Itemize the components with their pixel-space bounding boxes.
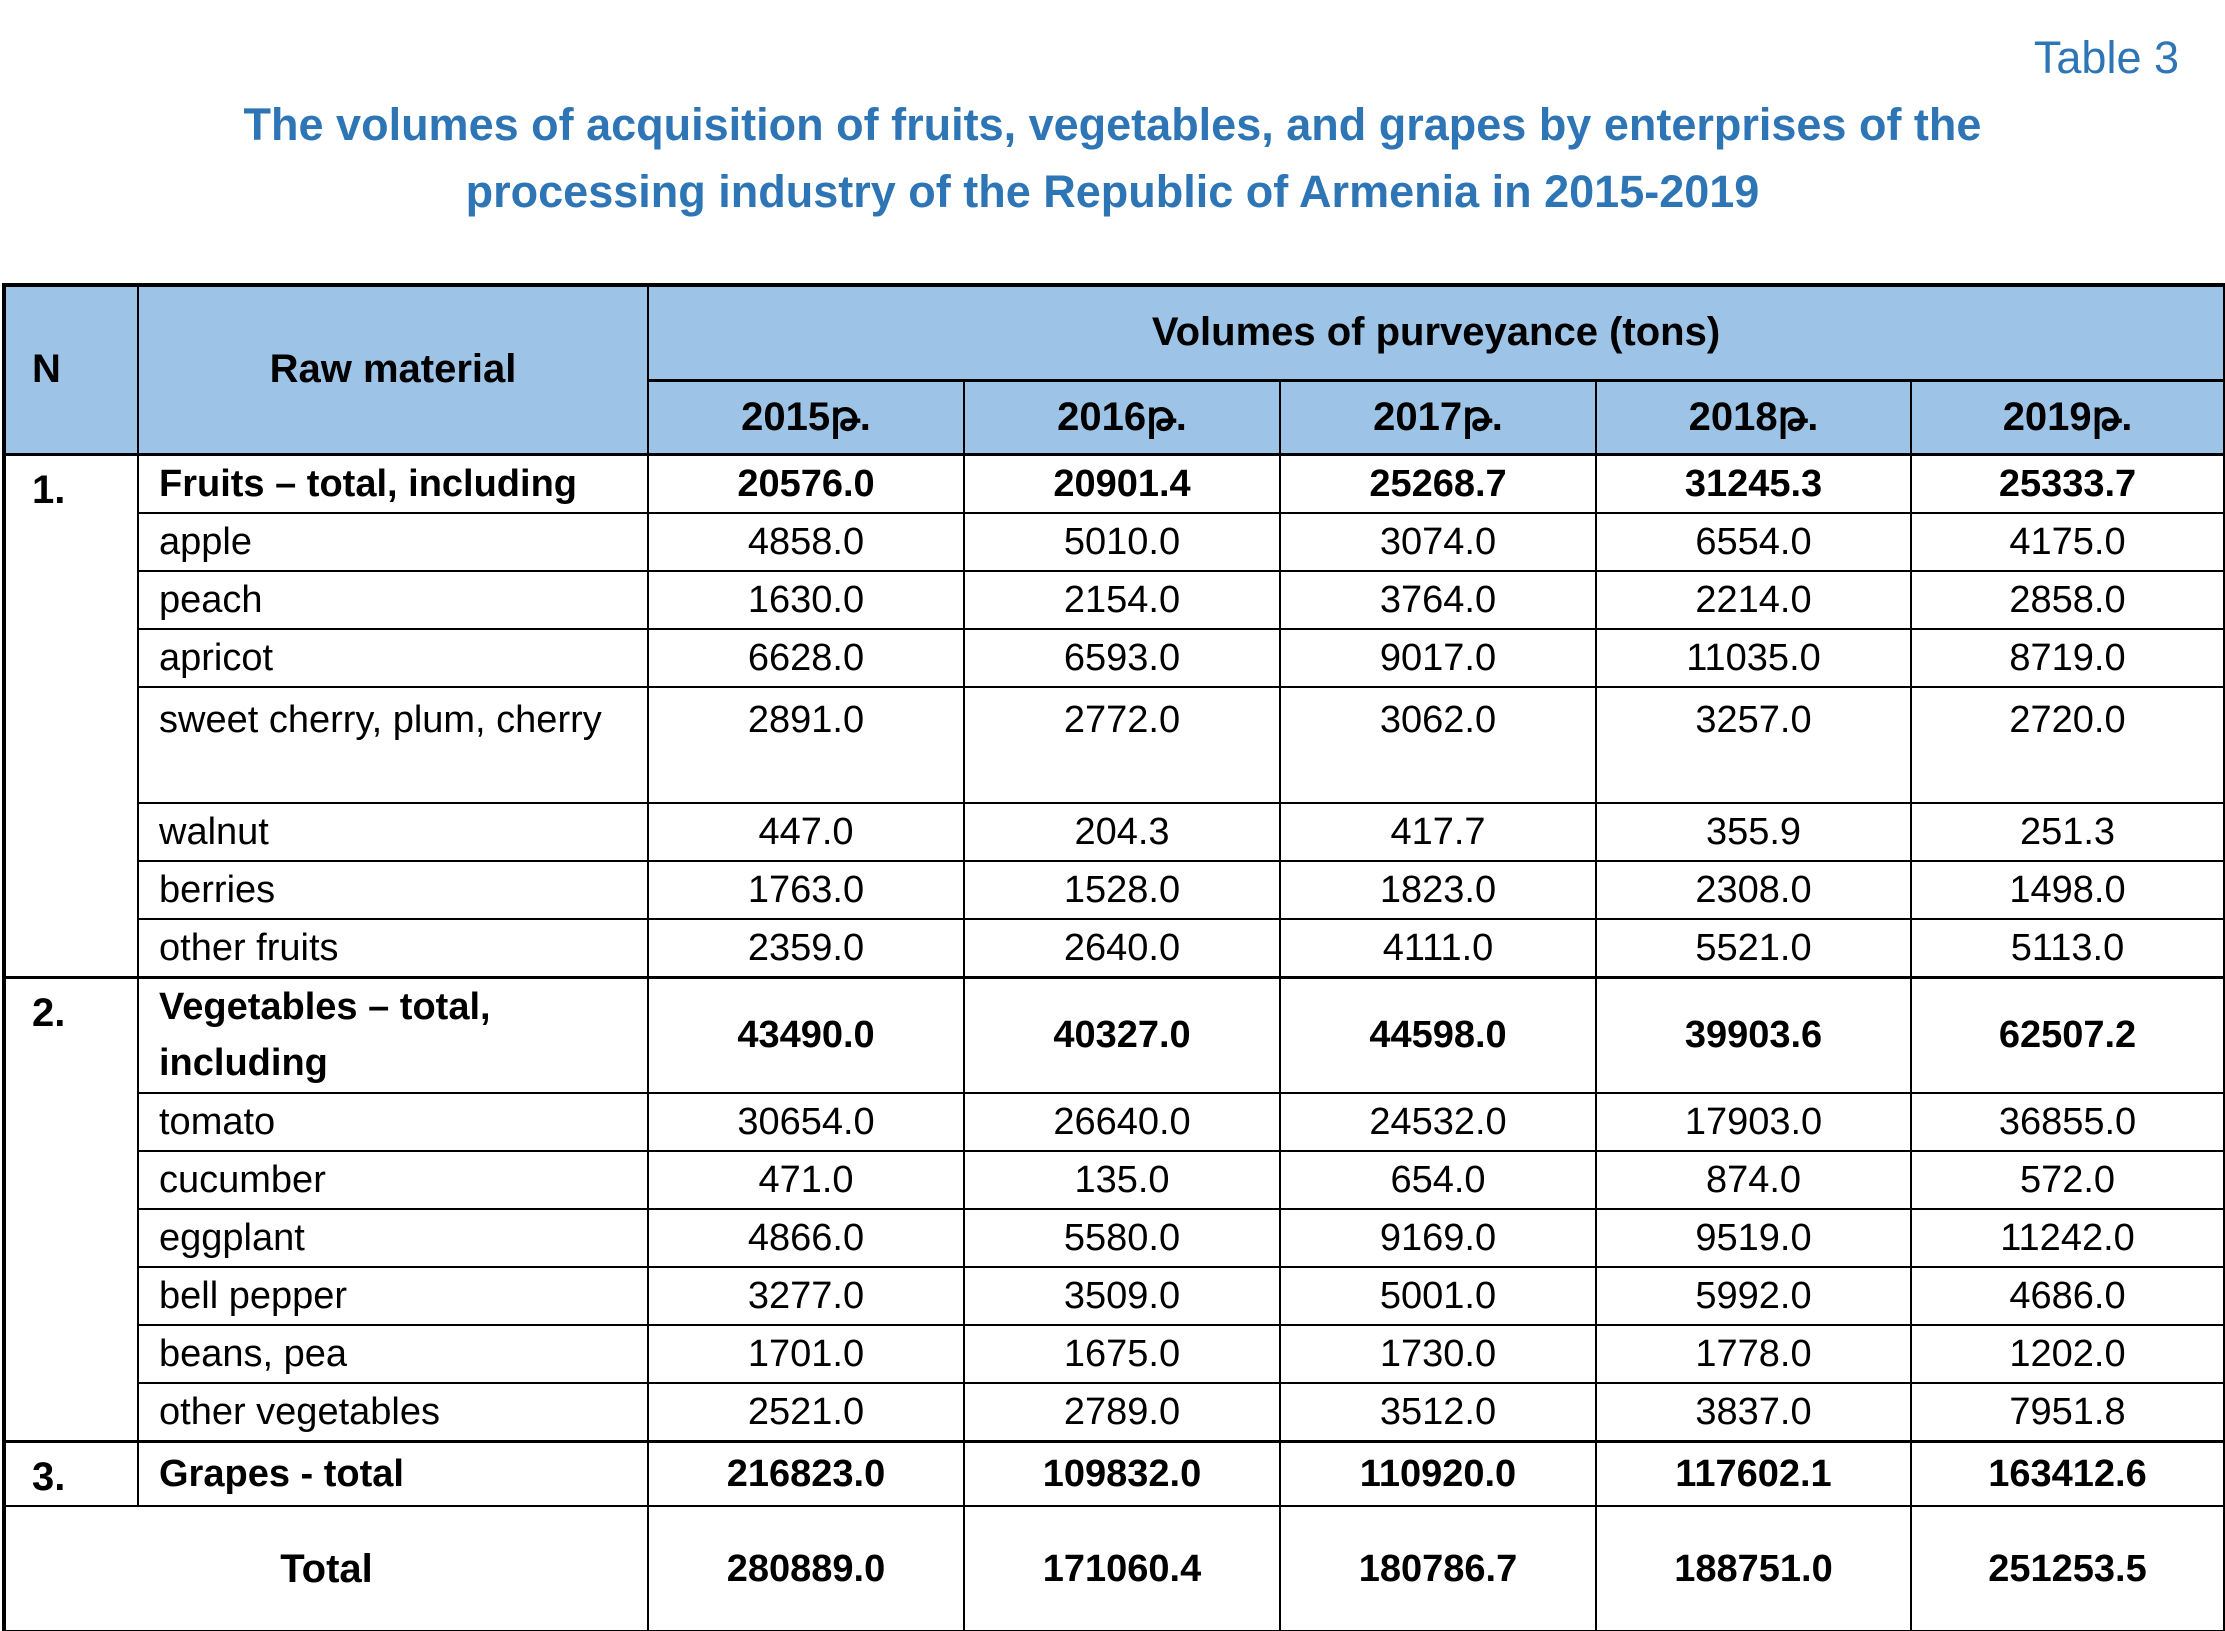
value-cell: 572.0 <box>1911 1151 2225 1209</box>
value-cell: 135.0 <box>964 1151 1280 1209</box>
value-cell: 9017.0 <box>1280 629 1596 687</box>
total-label-cell: Total <box>4 1506 648 1631</box>
header-volumes-group: Volumes of purveyance (tons) <box>648 285 2225 380</box>
purveyance-table <box>2 283 2225 1631</box>
value-cell: 5580.0 <box>964 1209 1280 1267</box>
value-cell: 2521.0 <box>648 1383 964 1442</box>
value-cell: 40327.0 <box>964 977 1280 1093</box>
value-cell: 3764.0 <box>1280 571 1596 629</box>
value-cell: 3837.0 <box>1596 1383 1911 1442</box>
value-cell: 1778.0 <box>1596 1325 1911 1383</box>
value-cell: 4866.0 <box>648 1209 964 1267</box>
row-label-cell: sweet cherry, plum, cherry <box>138 687 648 803</box>
value-cell: 5113.0 <box>1911 919 2225 978</box>
value-cell: 874.0 <box>1596 1151 1911 1209</box>
value-cell: 5001.0 <box>1280 1267 1596 1325</box>
value-cell: 11242.0 <box>1911 1209 2225 1267</box>
value-cell: 417.7 <box>1280 803 1596 861</box>
value-cell: 110920.0 <box>1280 1442 1596 1507</box>
value-cell: 3257.0 <box>1596 687 1911 803</box>
value-cell: 44598.0 <box>1280 977 1596 1093</box>
value-cell: 163412.6 <box>1911 1442 2225 1507</box>
value-cell: 2858.0 <box>1911 571 2225 629</box>
value-cell: 2891.0 <box>648 687 964 803</box>
value-cell: 2640.0 <box>964 919 1280 978</box>
table-row <box>4 571 2225 629</box>
table-row <box>4 1442 2225 1507</box>
value-cell: 280889.0 <box>648 1506 964 1631</box>
value-cell: 2772.0 <box>964 687 1280 803</box>
value-cell: 7951.8 <box>1911 1383 2225 1442</box>
row-label-cell: tomato <box>138 1093 648 1151</box>
value-cell: 188751.0 <box>1596 1506 1911 1631</box>
value-cell: 1202.0 <box>1911 1325 2225 1383</box>
value-cell: 3512.0 <box>1280 1383 1596 1442</box>
table-row <box>4 1267 2225 1325</box>
value-cell: 447.0 <box>648 803 964 861</box>
value-cell: 109832.0 <box>964 1442 1280 1507</box>
value-cell: 20901.4 <box>964 454 1280 513</box>
value-cell: 30654.0 <box>648 1093 964 1151</box>
value-cell: 3074.0 <box>1280 513 1596 571</box>
value-cell: 39903.6 <box>1596 977 1911 1093</box>
table-row <box>4 1383 2225 1442</box>
value-cell: 2214.0 <box>1596 571 1911 629</box>
row-label-cell: apple <box>138 513 648 571</box>
table-row <box>4 861 2225 919</box>
value-cell: 6628.0 <box>648 629 964 687</box>
value-cell: 24532.0 <box>1280 1093 1596 1151</box>
value-cell: 3509.0 <box>964 1267 1280 1325</box>
value-cell: 355.9 <box>1596 803 1911 861</box>
n-cell: 2. <box>4 977 138 1442</box>
header-year-2016: 2016թ. <box>964 380 1280 454</box>
value-cell: 9169.0 <box>1280 1209 1596 1267</box>
table-row <box>4 454 2225 513</box>
value-cell: 6554.0 <box>1596 513 1911 571</box>
value-cell: 117602.1 <box>1596 1442 1911 1507</box>
row-label-cell: other fruits <box>138 919 648 978</box>
row-label-cell: berries <box>138 861 648 919</box>
header-n: N <box>4 285 138 454</box>
value-cell: 4686.0 <box>1911 1267 2225 1325</box>
table-row <box>4 687 2225 803</box>
value-cell: 2789.0 <box>964 1383 1280 1442</box>
row-label-cell: other vegetables <box>138 1383 648 1442</box>
value-cell: 25268.7 <box>1280 454 1596 513</box>
value-cell: 26640.0 <box>964 1093 1280 1151</box>
value-cell: 43490.0 <box>648 977 964 1093</box>
value-cell: 2308.0 <box>1596 861 1911 919</box>
row-label-cell: cucumber <box>138 1151 648 1209</box>
doc-title-line1: The volumes of acquisition of fruits, vegetables, and grapes by enterprises of the <box>243 99 1982 150</box>
total-row <box>4 1506 2225 1631</box>
value-cell: 8719.0 <box>1911 629 2225 687</box>
value-cell: 62507.2 <box>1911 977 2225 1093</box>
value-cell: 31245.3 <box>1596 454 1911 513</box>
value-cell: 5010.0 <box>964 513 1280 571</box>
value-cell: 251253.5 <box>1911 1506 2225 1631</box>
table-row <box>4 1151 2225 1209</box>
value-cell: 654.0 <box>1280 1151 1596 1209</box>
value-cell: 5521.0 <box>1596 919 1911 978</box>
row-label-cell: beans, pea <box>138 1325 648 1383</box>
value-cell: 216823.0 <box>648 1442 964 1507</box>
header-year-2019: 2019թ. <box>1911 380 2225 454</box>
value-cell: 1823.0 <box>1280 861 1596 919</box>
table-row <box>4 629 2225 687</box>
value-cell: 1630.0 <box>648 571 964 629</box>
table-row <box>4 977 2225 1093</box>
table-row <box>4 1325 2225 1383</box>
value-cell: 1498.0 <box>1911 861 2225 919</box>
table-caption: Table 3 <box>2033 32 2179 83</box>
row-label-cell: eggplant <box>138 1209 648 1267</box>
value-cell: 3277.0 <box>648 1267 964 1325</box>
table-row <box>4 1209 2225 1267</box>
row-label-cell: Grapes - total <box>138 1442 648 1507</box>
value-cell: 1701.0 <box>648 1325 964 1383</box>
table-row <box>4 803 2225 861</box>
value-cell: 1730.0 <box>1280 1325 1596 1383</box>
value-cell: 4111.0 <box>1280 919 1596 978</box>
value-cell: 5992.0 <box>1596 1267 1911 1325</box>
n-cell: 1. <box>4 454 138 977</box>
value-cell: 2154.0 <box>964 571 1280 629</box>
value-cell: 20576.0 <box>648 454 964 513</box>
value-cell: 2359.0 <box>648 919 964 978</box>
table-row <box>4 1093 2225 1151</box>
row-label-cell: walnut <box>138 803 648 861</box>
value-cell: 4858.0 <box>648 513 964 571</box>
value-cell: 1675.0 <box>964 1325 1280 1383</box>
n-cell: 3. <box>4 1442 138 1507</box>
value-cell: 171060.4 <box>964 1506 1280 1631</box>
doc-title-line2: processing industry of the Republic of Armenia in 2015-2019 <box>465 166 1760 217</box>
table-row <box>4 919 2225 978</box>
value-cell: 25333.7 <box>1911 454 2225 513</box>
table-row <box>4 513 2225 571</box>
value-cell: 180786.7 <box>1280 1506 1596 1631</box>
row-label-cell: Fruits – total, including <box>138 454 648 513</box>
value-cell: 36855.0 <box>1911 1093 2225 1151</box>
row-label-cell: bell pepper <box>138 1267 648 1325</box>
header-year-2015: 2015թ. <box>648 380 964 454</box>
value-cell: 1528.0 <box>964 861 1280 919</box>
row-label-cell: peach <box>138 571 648 629</box>
value-cell: 1763.0 <box>648 861 964 919</box>
header-raw-material: Raw material <box>138 285 648 454</box>
value-cell: 6593.0 <box>964 629 1280 687</box>
header-year-2018: 2018թ. <box>1596 380 1911 454</box>
value-cell: 4175.0 <box>1911 513 2225 571</box>
value-cell: 204.3 <box>964 803 1280 861</box>
value-cell: 3062.0 <box>1280 687 1596 803</box>
value-cell: 251.3 <box>1911 803 2225 861</box>
value-cell: 17903.0 <box>1596 1093 1911 1151</box>
value-cell: 2720.0 <box>1911 687 2225 803</box>
value-cell: 11035.0 <box>1596 629 1911 687</box>
row-label-cell: Vegetables – total, including <box>138 977 648 1093</box>
value-cell: 471.0 <box>648 1151 964 1209</box>
header-year-2017: 2017թ. <box>1280 380 1596 454</box>
value-cell: 9519.0 <box>1596 1209 1911 1267</box>
row-label-cell: apricot <box>138 629 648 687</box>
